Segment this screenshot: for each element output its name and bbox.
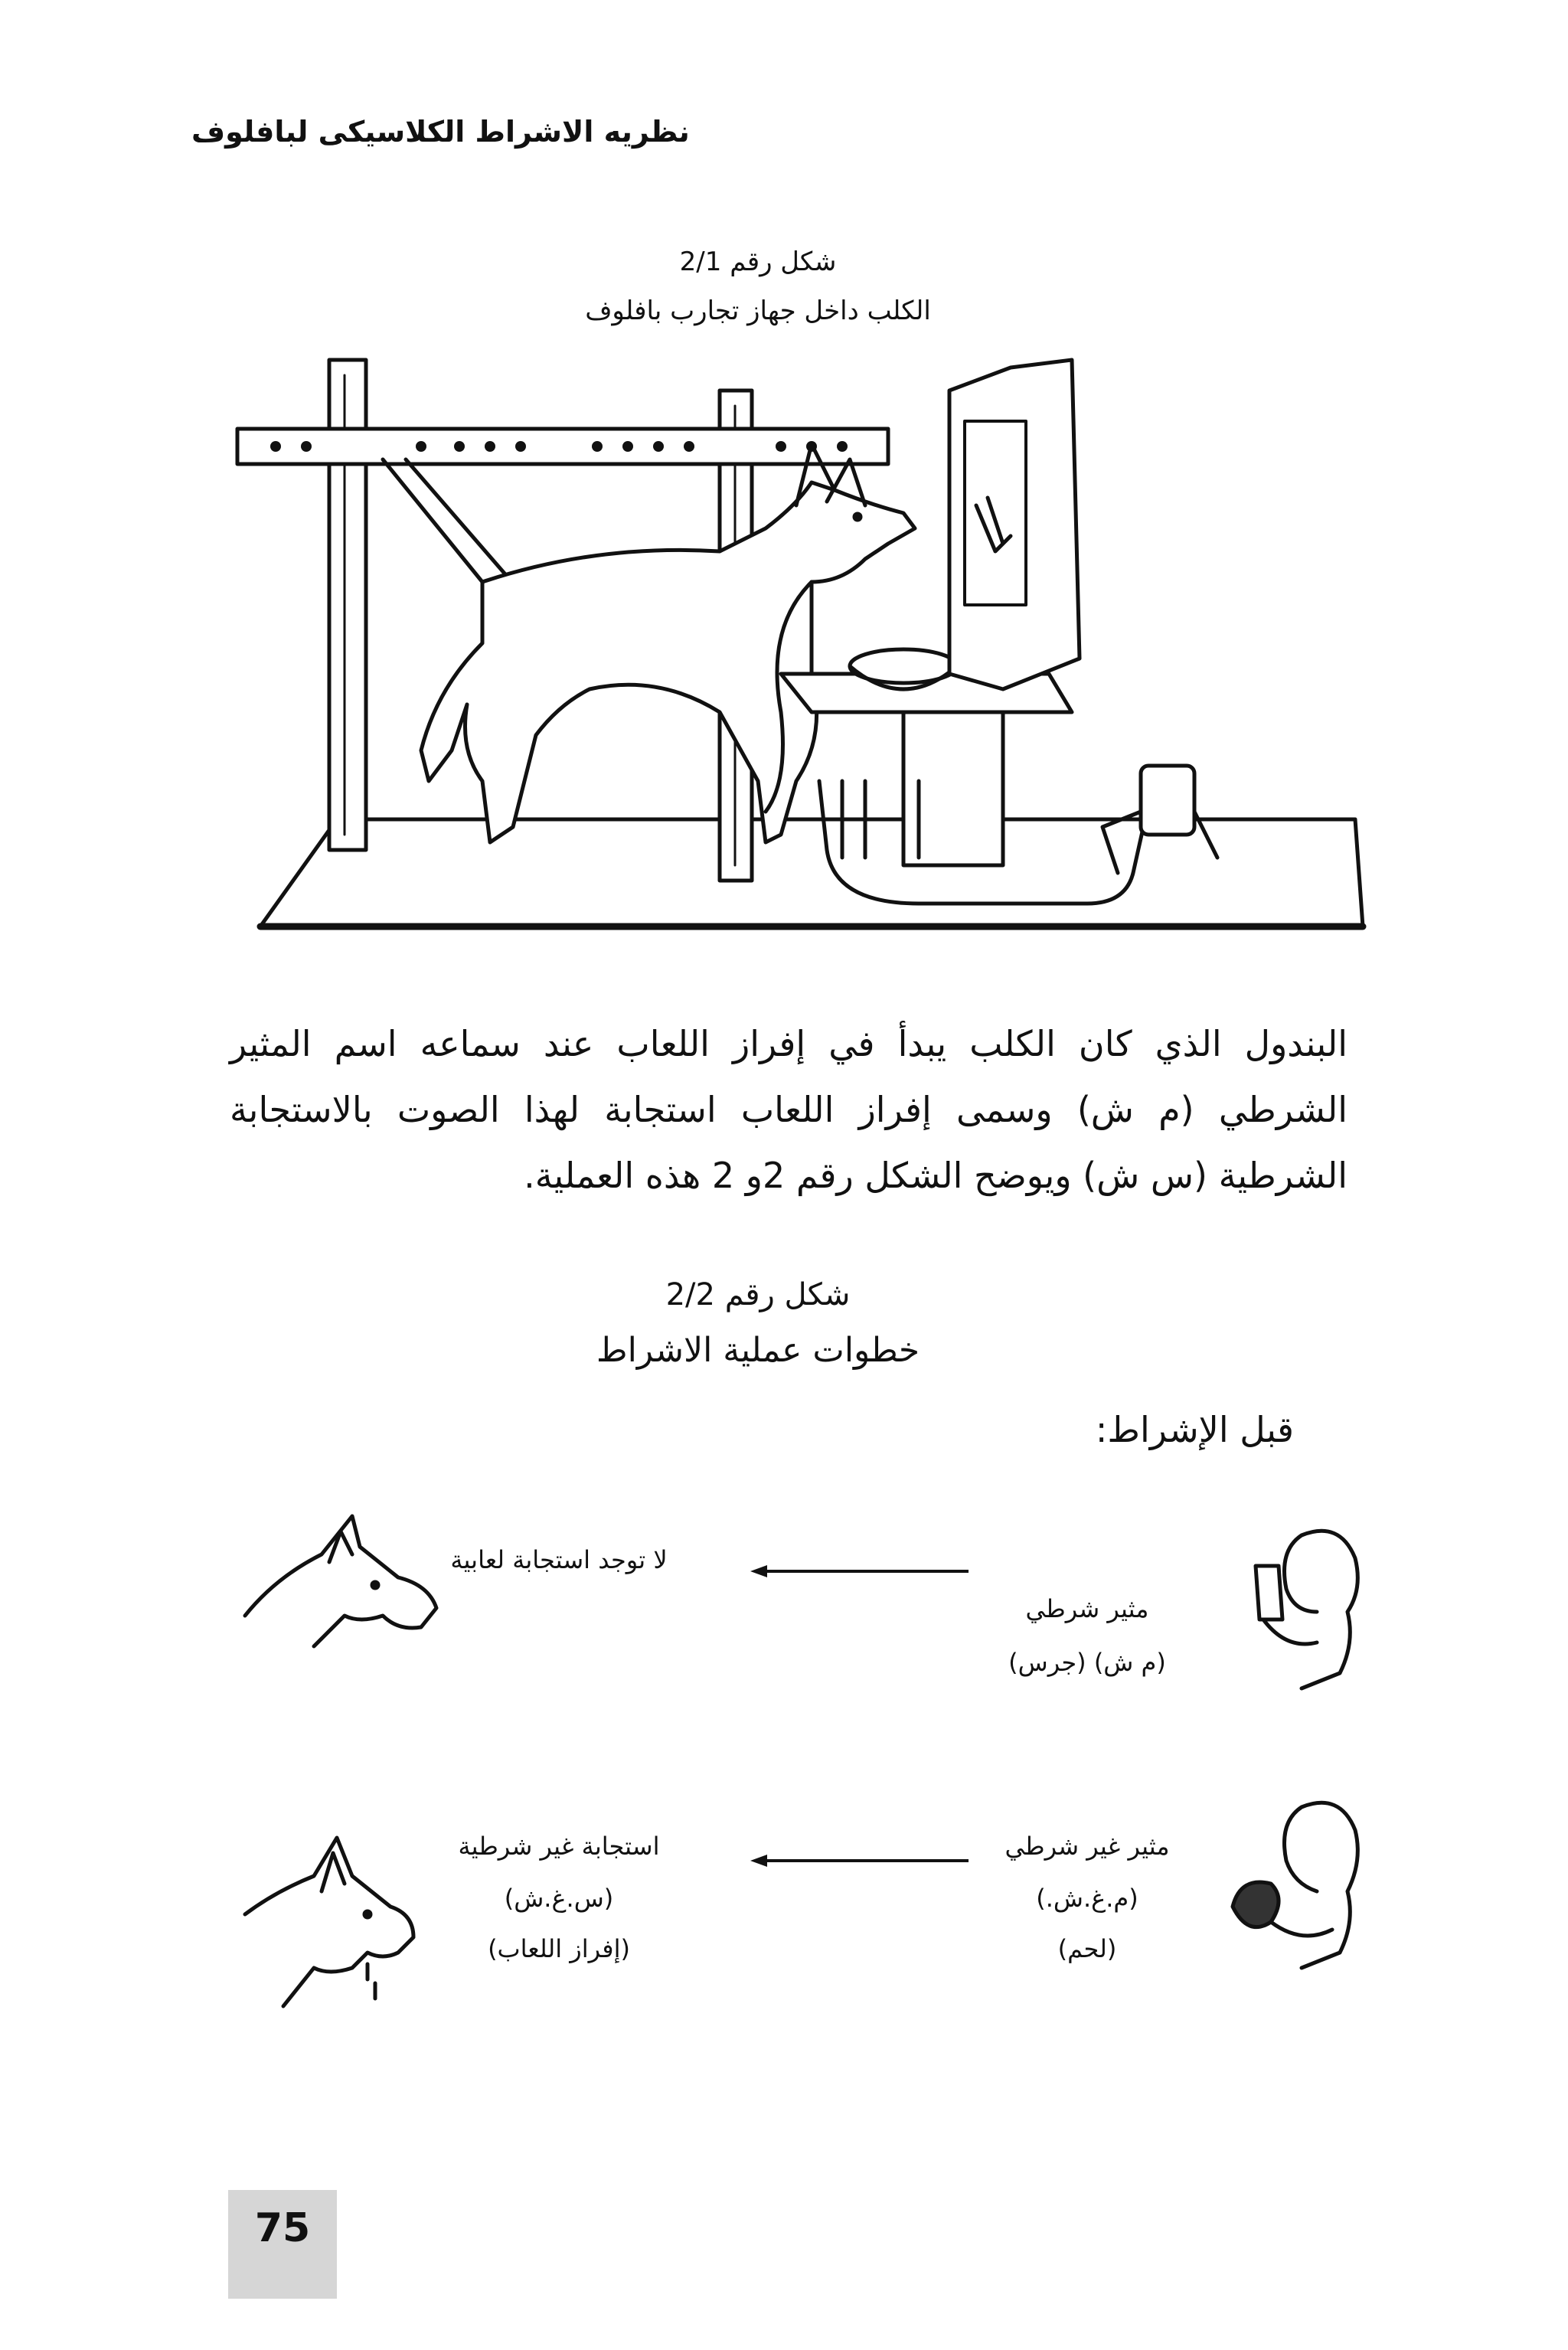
person-with-bell-icon [1240, 1520, 1370, 1696]
row2-response-abbrev: (س.غ.ش) [504, 1884, 614, 1913]
arrow-left-icon [750, 1562, 972, 1580]
row2-response-label: استجابة غير شرطية [458, 1832, 660, 1861]
running-header: نظريه الاشراط الكلاسيكى لبافلوف [191, 115, 690, 149]
figure-2-title: خطوات عملية الاشراط [596, 1331, 920, 1370]
section-label-before-conditioning: قبل الإشراط: [1095, 1409, 1294, 1450]
body-paragraph: البندول الذي كان الكلب يبدأ في إفراز اللعاب عند سماعه اسم المثير الشرطي (م ش) وسمى إفراز اللعاب استجابة لهذا الصوت بالاستجابة الشرطية (س ش) ويوضح الشكل رقم 2و 2 هذه العملية. [230, 1023, 1348, 1196]
page-number: 75 [254, 2205, 311, 2251]
figure-1-number: شكل رقم 2/1 [679, 247, 837, 277]
figure-1-title: الكلب داخل جهاز تجارب بافلوف [585, 296, 931, 326]
dog-head-icon [230, 1501, 459, 1654]
row1-stimulus-label: مثير شرطي [1025, 1594, 1149, 1623]
row2-response-detail: (إفراز اللعاب) [488, 1934, 630, 1963]
row1-stimulus-detail: (م ش) (جرس) [1008, 1648, 1166, 1677]
figure-2-number: شكل رقم 2/2 [665, 1277, 851, 1312]
row2-stimulus-label: مثير غير شرطي [1004, 1832, 1170, 1861]
person-with-meat-icon [1217, 1792, 1370, 1976]
row1-response-label: لا توجد استجابة لعابية [450, 1545, 668, 1574]
row2-stimulus-detail: (لحم) [1057, 1934, 1117, 1963]
row2-stimulus-abbrev: (م.غ.ش.) [1036, 1884, 1138, 1913]
pavlov-apparatus-illustration [230, 352, 1378, 965]
